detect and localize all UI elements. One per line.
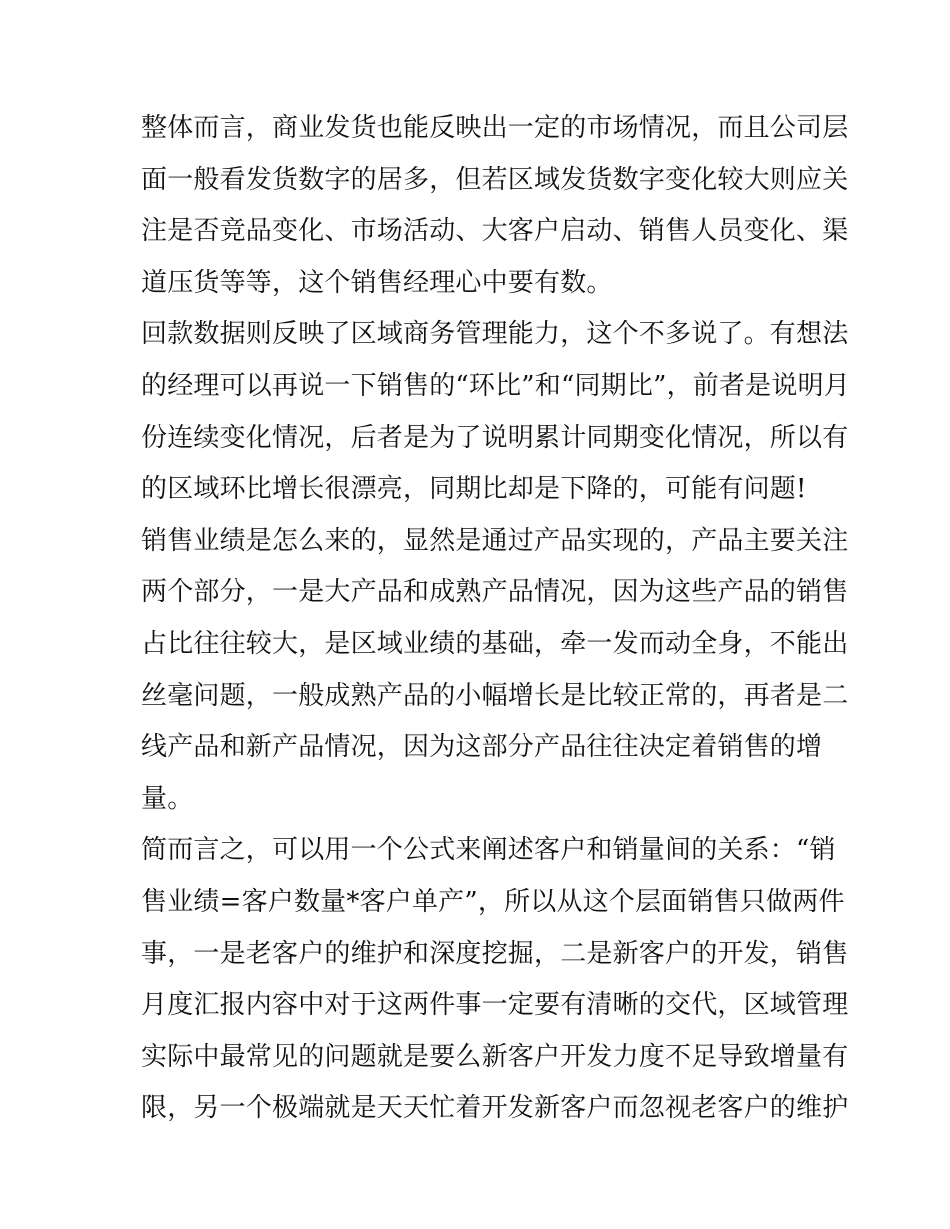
text-line: 注是否竞品变化、市场活动、大客户启动、销售人员变化、渠 (141, 216, 849, 247)
text-line: 事，一是老客户的维护和深度挖掘，二是新客户的开发，销售 (141, 938, 849, 969)
text-line: 简而言之，可以用一个公式来阐述客户和销量间的关系：“销 (141, 835, 836, 866)
text-line: 道压货等等，这个销售经理心中要有数。 (141, 267, 613, 298)
text-line: 限，另一个极端就是天天忙着开发新客户而忽视老客户的维护 (141, 1093, 849, 1124)
text-line: 售业绩=客户数量*客户单产”，所以从这个层面销售只做两件 (141, 886, 845, 917)
document-body (141, 103, 850, 1135)
text-line: 两个部分，一是大产品和成熟产品情况，因为这些产品的销售 (141, 577, 849, 608)
text-line: 的区域环比增长很漂亮，同期比却是下降的，可能有问题! (141, 474, 807, 505)
text-line: 月度汇报内容中对于这两件事一定要有清晰的交代，区域管理 (141, 990, 849, 1021)
text-line: 整体而言，商业发货也能反映出一定的市场情况，而且公司层 (141, 113, 849, 143)
text-line: 线产品和新产品情况，因为这部分产品往往决定着销售的增 (141, 732, 823, 763)
text-line: 份连续变化情况，后者是为了说明累计同期变化情况，所以有 (141, 422, 849, 453)
text-line: 量。 (141, 783, 194, 814)
text-line: 丝毫问题，一般成熟产品的小幅增长是比较正常的，再者是二 (141, 680, 849, 711)
text-line: 回款数据则反映了区域商务管理能力，这个不多说了。有想法 (141, 319, 849, 350)
text-line: 实际中最常见的问题就是要么新客户开发力度不足导致增量有 (141, 1041, 849, 1072)
text-line: 占比往往较大，是区域业绩的基础，牵一发而动全身，不能出 (141, 628, 849, 659)
text-line: 的经理可以再说一下销售的“环比”和“同期比”，前者是说明月 (141, 370, 850, 401)
text-line: 销售业绩是怎么来的，显然是通过产品实现的，产品主要关注 (141, 525, 849, 556)
text-line: 面一般看发货数字的居多，但若区域发货数字变化较大则应关 (141, 164, 849, 195)
